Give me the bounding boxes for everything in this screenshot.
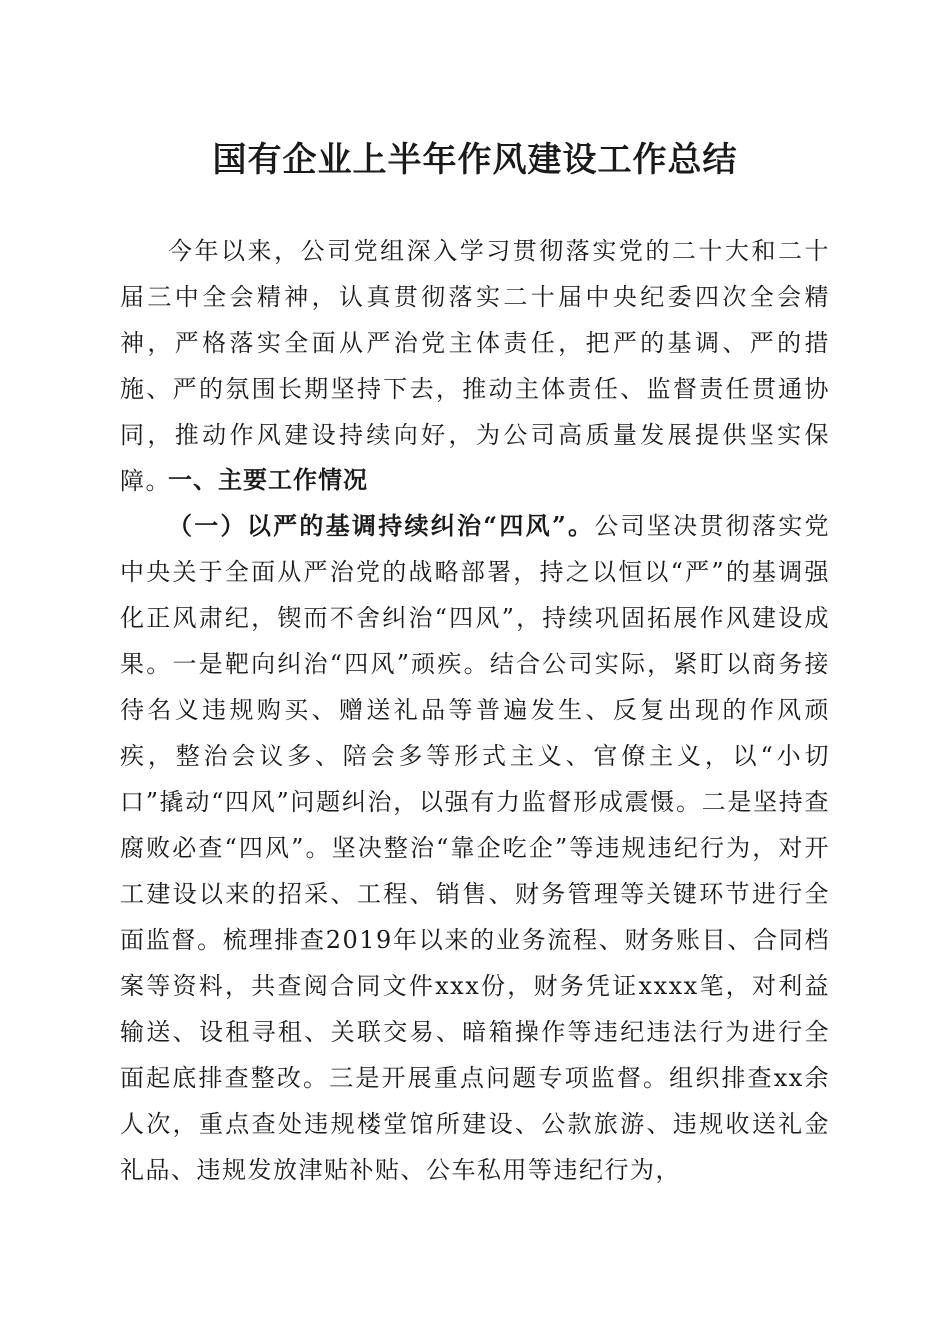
- intro-paragraph: 今年以来，公司党组深入学习贯彻落实党的二十大和二十届三中全会精神，认真贯彻落实二十届中央纪委四次全会精神，严格落实全面从严治党主体责任，把严的基调、严的措施、严的氛围长期坚持下去，推动主体责任、监督责任贯通协同，推动作风建设持续向好，为公司高质量发展提供坚实保障。: [120, 237, 830, 495]
- subsection-body-text: 公司坚决贯彻落实党中央关于全面从严治党的战略部署，持之以恒以“严”的基调强化正风肃纪，锲而不舍纠治“四风”，持续巩固拓展作风建设成果。一是靶向纠治“四风”顽疾。结合公司实际，紧盯以商务接待名义违规购买、赠送礼品等普遍发生、反复出现的作风顽疾，整治会议多、陪会多等形式主义、官僚主义，以“小切口”撬动“四风”问题纠治，以强有力监督形成震慑。二是坚持查腐败必查“四风”。坚决整治“靠企吃企”等违规违纪行为，对开工建设以来的招采、工程、销售、财务管理等关键环节进行全面监督。梳理排查2019年以来的业务流程、财务账目、合同档案等资料，共查阅合同文件xxx份，财务凭证xxxx笔，对利益输送、设租寻租、关联交易、暗箱操作等违纪违法行为进行全面起底排查整改。三是开展重点问题专项监督。组织排查xx余人次，重点查处违规楼堂馆所建设、公款旅游、违规收送礼金礼品、违规发放津贴补贴、公车私用等违纪行为，: [120, 512, 831, 1184]
- section-heading-main-work: 一、主要工作情况: [168, 466, 368, 494]
- subsection-paragraph-four-winds: [120, 503, 830, 1193]
- subsection-heading-four-winds: （一）以严的基调持续纠治“四风”。: [168, 511, 595, 540]
- document-title: 国有企业上半年作风建设工作总结: [212, 140, 738, 180]
